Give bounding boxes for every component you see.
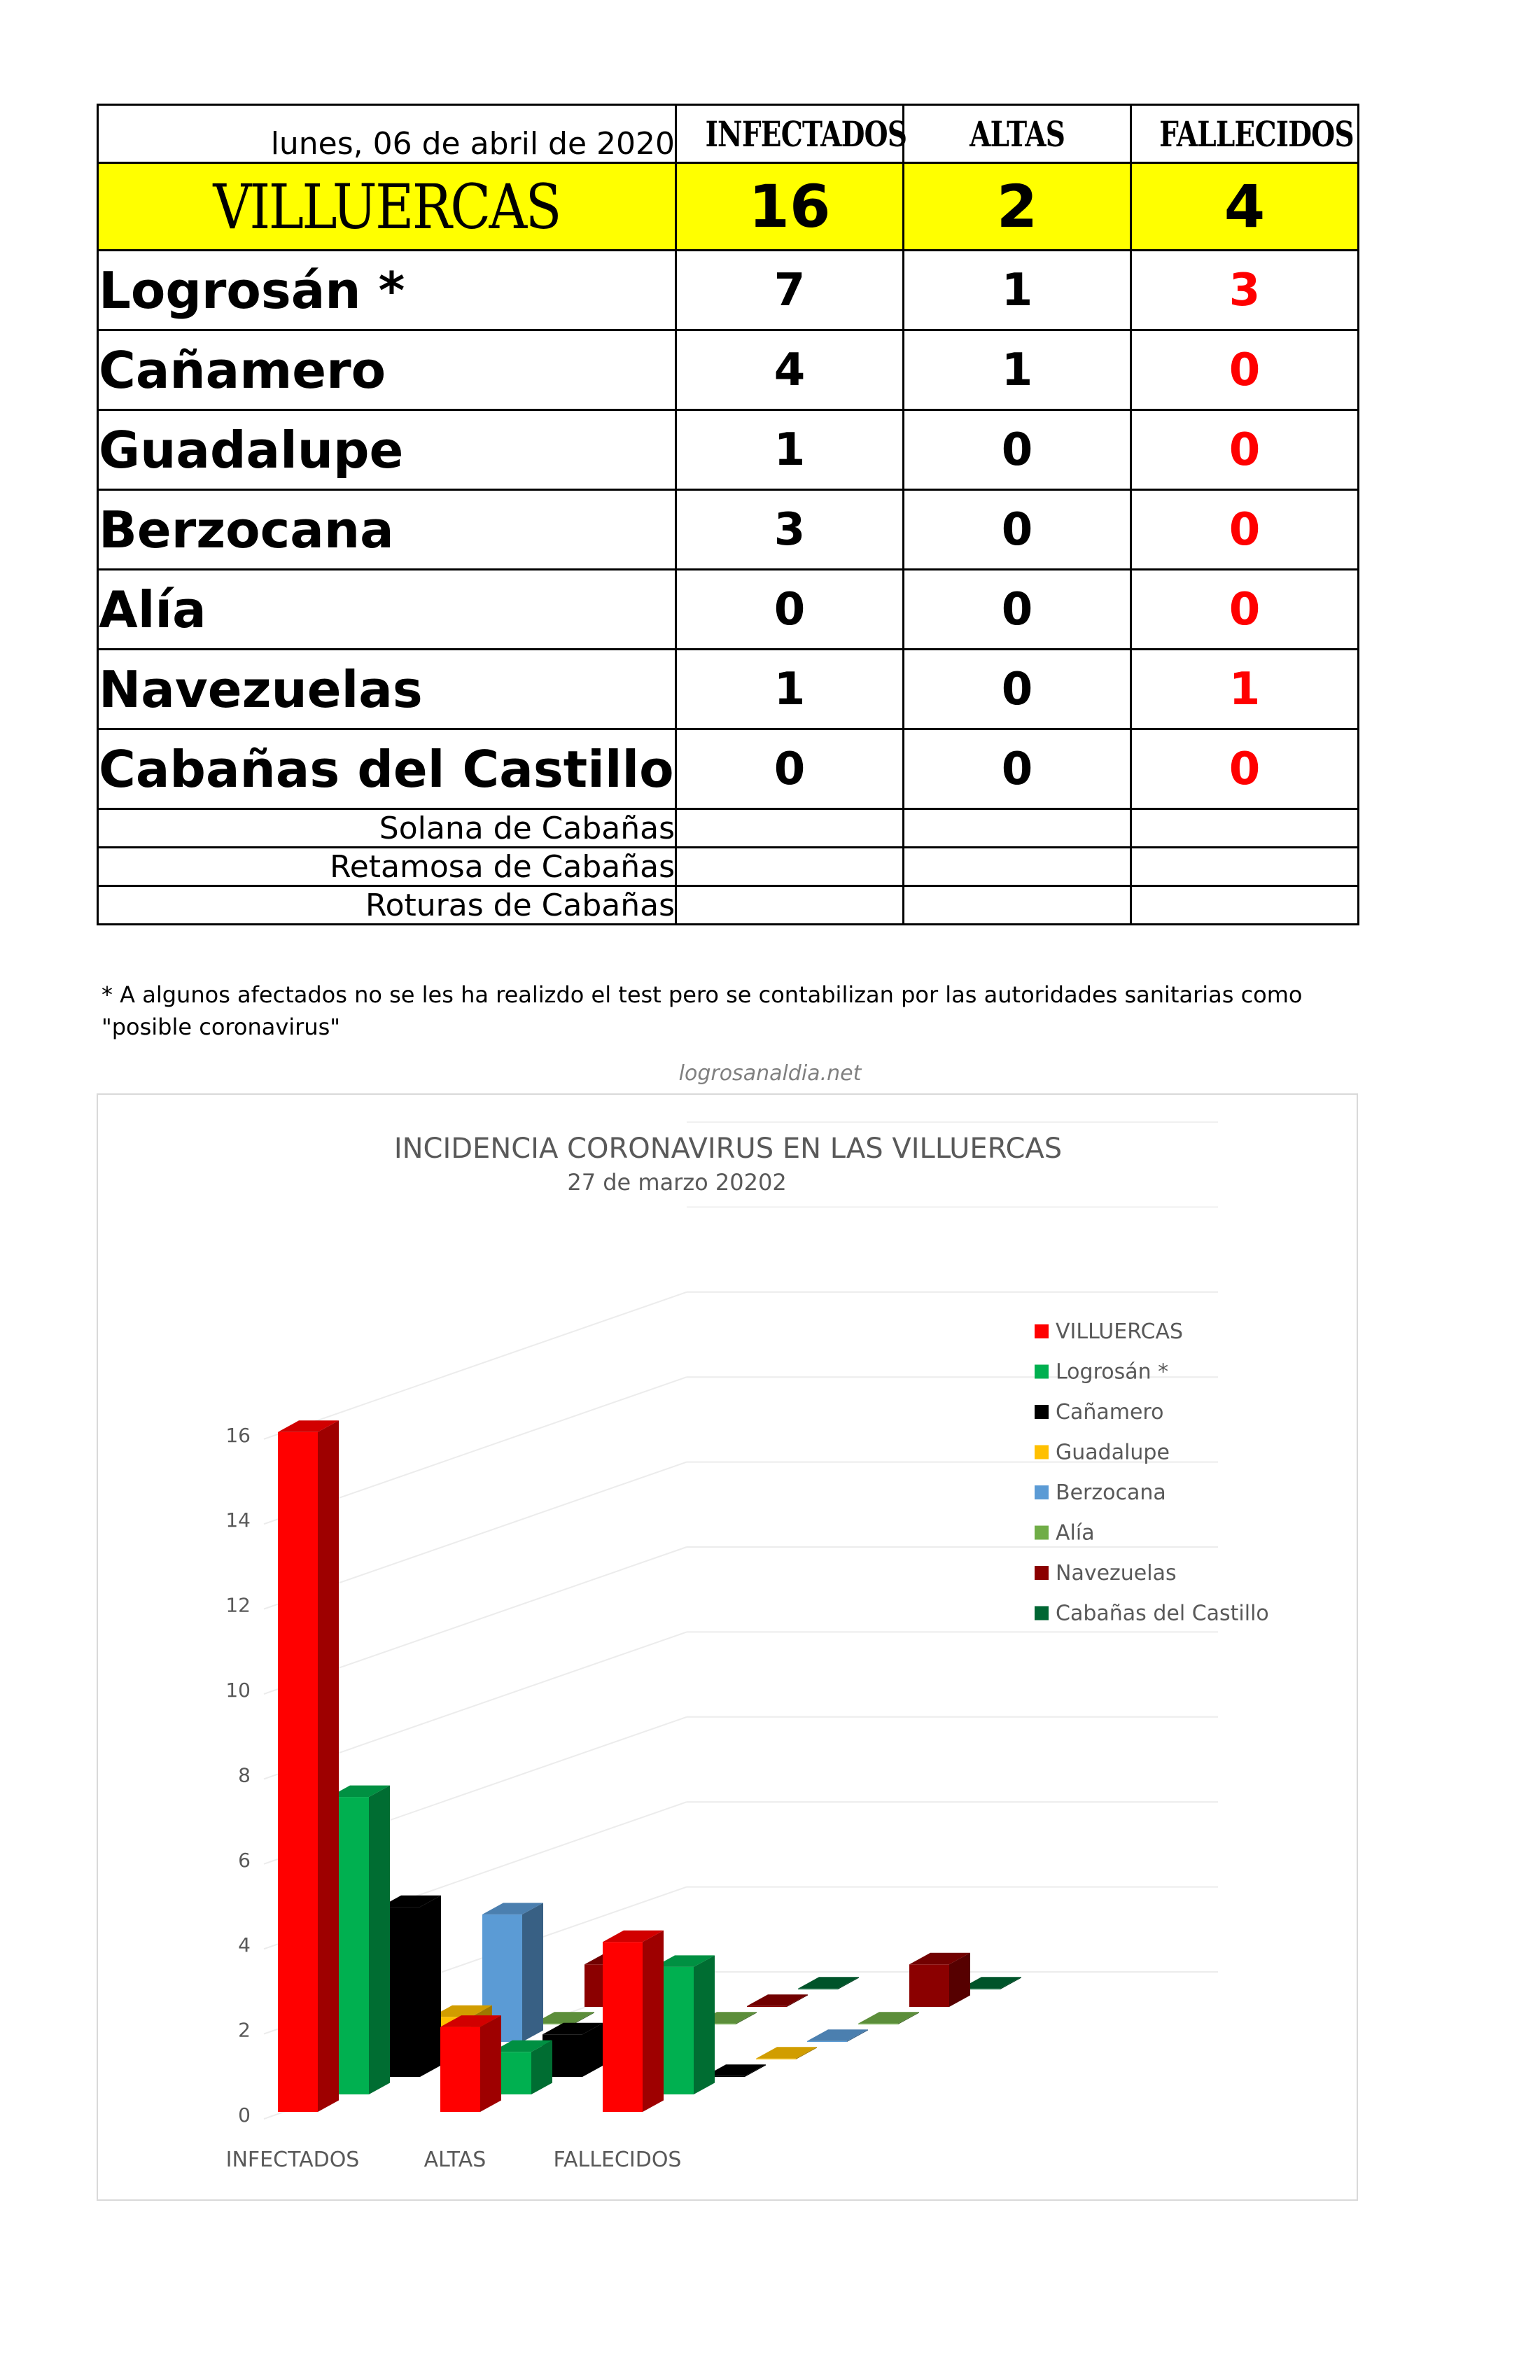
legend-item bbox=[1035, 1602, 1269, 1626]
bar-front bbox=[603, 1942, 643, 2112]
table-row bbox=[98, 570, 1359, 650]
table-row bbox=[98, 410, 1359, 490]
town-name: Cabañas del Castillo bbox=[98, 729, 676, 809]
bar-front bbox=[278, 1432, 318, 2112]
empty-cell bbox=[676, 848, 904, 886]
bar bbox=[858, 2012, 919, 2024]
y-tick-label: 0 bbox=[238, 2104, 251, 2127]
town-fallecidos: 1 bbox=[1131, 650, 1359, 729]
town-fallecidos: 0 bbox=[1131, 330, 1359, 410]
table-row bbox=[98, 490, 1359, 570]
y-tick-label: 8 bbox=[238, 1763, 251, 1787]
bar-side bbox=[694, 1955, 715, 2094]
bar bbox=[440, 2015, 501, 2112]
empty-cell bbox=[904, 848, 1131, 886]
town-infectados: 1 bbox=[676, 650, 904, 729]
legend-item bbox=[1035, 1360, 1168, 1385]
empty-cell bbox=[1131, 809, 1359, 848]
legend-item bbox=[1035, 1441, 1170, 1465]
total-altas: 2 bbox=[904, 163, 1131, 251]
town-altas: 1 bbox=[904, 330, 1131, 410]
legend-swatch bbox=[1035, 1365, 1049, 1379]
table-row bbox=[98, 886, 1359, 925]
legend-item bbox=[1035, 1400, 1163, 1424]
x-tick-label: INFECTADOS bbox=[225, 2148, 360, 2172]
table-row bbox=[98, 330, 1359, 410]
x-tick-label: ALTAS bbox=[424, 2148, 486, 2172]
total-infectados: 16 bbox=[676, 163, 904, 251]
y-tick-label: 2 bbox=[238, 2018, 251, 2042]
footnote: * A algunos afectados no se les ha realizdo el test pero se contabilizan por las autoridades sanitarias como "posible coronavirus" bbox=[102, 981, 1303, 1040]
legend-item bbox=[1035, 1480, 1166, 1505]
chart-title: INCIDENCIA CORONAVIRUS EN LAS VILLUERCAS bbox=[393, 1133, 1063, 1165]
town-altas: 0 bbox=[904, 729, 1131, 809]
y-tick-label: 6 bbox=[238, 1848, 251, 1872]
bar bbox=[278, 1420, 339, 2112]
legend-label: Cabañas del Castillo bbox=[1056, 1601, 1269, 1626]
town-altas: 0 bbox=[904, 650, 1131, 729]
bar-side bbox=[369, 1786, 390, 2094]
bar bbox=[747, 1994, 808, 2007]
bar bbox=[807, 2029, 868, 2042]
y-tick-label: 10 bbox=[225, 1679, 251, 1702]
x-tick-label: FALLECIDOS bbox=[553, 2148, 682, 2172]
stats-table bbox=[97, 104, 1359, 925]
sub-town-name: Retamosa de Cabañas bbox=[98, 848, 676, 886]
table-row bbox=[98, 809, 1359, 848]
chart-area bbox=[97, 1093, 1358, 2201]
table-row bbox=[98, 251, 1359, 330]
chart-svg bbox=[98, 1095, 1357, 2199]
legend-label: Cañamero bbox=[1056, 1400, 1164, 1424]
town-name: Cañamero bbox=[98, 330, 676, 410]
legend-swatch bbox=[1035, 1405, 1049, 1419]
sub-town-name: Solana de Cabañas bbox=[98, 809, 676, 848]
y-tick-label: 12 bbox=[225, 1593, 251, 1617]
sub-town-name: Roturas de Cabañas bbox=[98, 886, 676, 925]
report-date: lunes, 06 de abril de 2020 bbox=[98, 105, 676, 163]
column-header-fallecidos: FALLECIDOS bbox=[1131, 105, 1359, 163]
town-infectados: 1 bbox=[676, 410, 904, 490]
legend-label: VILLUERCAS bbox=[1056, 1320, 1184, 1344]
town-infectados: 3 bbox=[676, 490, 904, 570]
town-infectados: 7 bbox=[676, 251, 904, 330]
legend-label: Alía bbox=[1056, 1520, 1095, 1546]
town-name: Guadalupe bbox=[98, 410, 676, 490]
empty-cell bbox=[676, 886, 904, 925]
legend-label: Guadalupe bbox=[1056, 1440, 1170, 1465]
bar-front bbox=[747, 2006, 787, 2007]
y-tick-label: 4 bbox=[238, 1933, 251, 1957]
legend-label: Berzocana bbox=[1056, 1480, 1166, 1505]
bar-side bbox=[318, 1420, 339, 2112]
town-fallecidos: 0 bbox=[1131, 410, 1359, 490]
bar-front bbox=[807, 2041, 847, 2042]
town-fallecidos: 0 bbox=[1131, 729, 1359, 809]
legend-swatch bbox=[1035, 1446, 1049, 1460]
town-fallecidos: 0 bbox=[1131, 570, 1359, 650]
bar-front bbox=[440, 2027, 480, 2112]
empty-cell bbox=[904, 809, 1131, 848]
empty-cell bbox=[1131, 848, 1359, 886]
table-row bbox=[98, 848, 1359, 886]
bar-side bbox=[480, 2015, 501, 2112]
town-fallecidos: 0 bbox=[1131, 490, 1359, 570]
bars bbox=[278, 1420, 1021, 2112]
legend-swatch bbox=[1035, 1606, 1049, 1620]
town-altas: 1 bbox=[904, 251, 1131, 330]
town-name: Berzocana bbox=[98, 490, 676, 570]
town-infectados: 0 bbox=[676, 570, 904, 650]
town-fallecidos: 3 bbox=[1131, 251, 1359, 330]
y-tick-label: 14 bbox=[225, 1508, 251, 1532]
bar bbox=[603, 1931, 664, 2112]
gridline-side bbox=[264, 1292, 687, 1439]
table-row bbox=[98, 650, 1359, 729]
bar bbox=[798, 1977, 859, 1989]
bar-side bbox=[643, 1931, 664, 2112]
empty-cell bbox=[676, 809, 904, 848]
town-infectados: 4 bbox=[676, 330, 904, 410]
legend-item bbox=[1035, 1521, 1095, 1546]
chart-subtitle: 27 de marzo 20202 bbox=[567, 1169, 787, 1196]
legend-item bbox=[1035, 1320, 1183, 1344]
legend-label: Logrosán * bbox=[1056, 1359, 1169, 1385]
y-tick-label: 16 bbox=[225, 1423, 251, 1447]
source-credit: logrosanaldia.net bbox=[678, 1061, 862, 1086]
legend-swatch bbox=[1035, 1324, 1049, 1338]
bar bbox=[909, 1953, 970, 2007]
empty-cell bbox=[1131, 886, 1359, 925]
legend-swatch bbox=[1035, 1526, 1049, 1540]
empty-cell bbox=[904, 886, 1131, 925]
legend-swatch bbox=[1035, 1485, 1049, 1499]
bar-side bbox=[522, 1903, 543, 2042]
legend-label: Navezuelas bbox=[1056, 1561, 1177, 1586]
total-name: VILLUERCAS bbox=[98, 163, 676, 251]
total-fallecidos: 4 bbox=[1131, 163, 1359, 251]
column-header-infectados: INFECTADOS bbox=[676, 105, 904, 163]
table-row bbox=[98, 729, 1359, 809]
bar-front bbox=[909, 1964, 949, 2007]
total-row bbox=[98, 163, 1359, 251]
town-name: Alía bbox=[98, 570, 676, 650]
town-infectados: 0 bbox=[676, 729, 904, 809]
town-altas: 0 bbox=[904, 410, 1131, 490]
column-header-altas: ALTAS bbox=[904, 105, 1131, 163]
bar bbox=[756, 2047, 817, 2059]
legend-swatch bbox=[1035, 1566, 1049, 1580]
legend-item bbox=[1035, 1561, 1177, 1586]
town-name: Logrosán * bbox=[98, 251, 676, 330]
town-name: Navezuelas bbox=[98, 650, 676, 729]
header-row bbox=[98, 105, 1359, 163]
bar-side bbox=[420, 1896, 441, 2077]
legend bbox=[1035, 1320, 1269, 1626]
town-altas: 0 bbox=[904, 490, 1131, 570]
town-altas: 0 bbox=[904, 570, 1131, 650]
